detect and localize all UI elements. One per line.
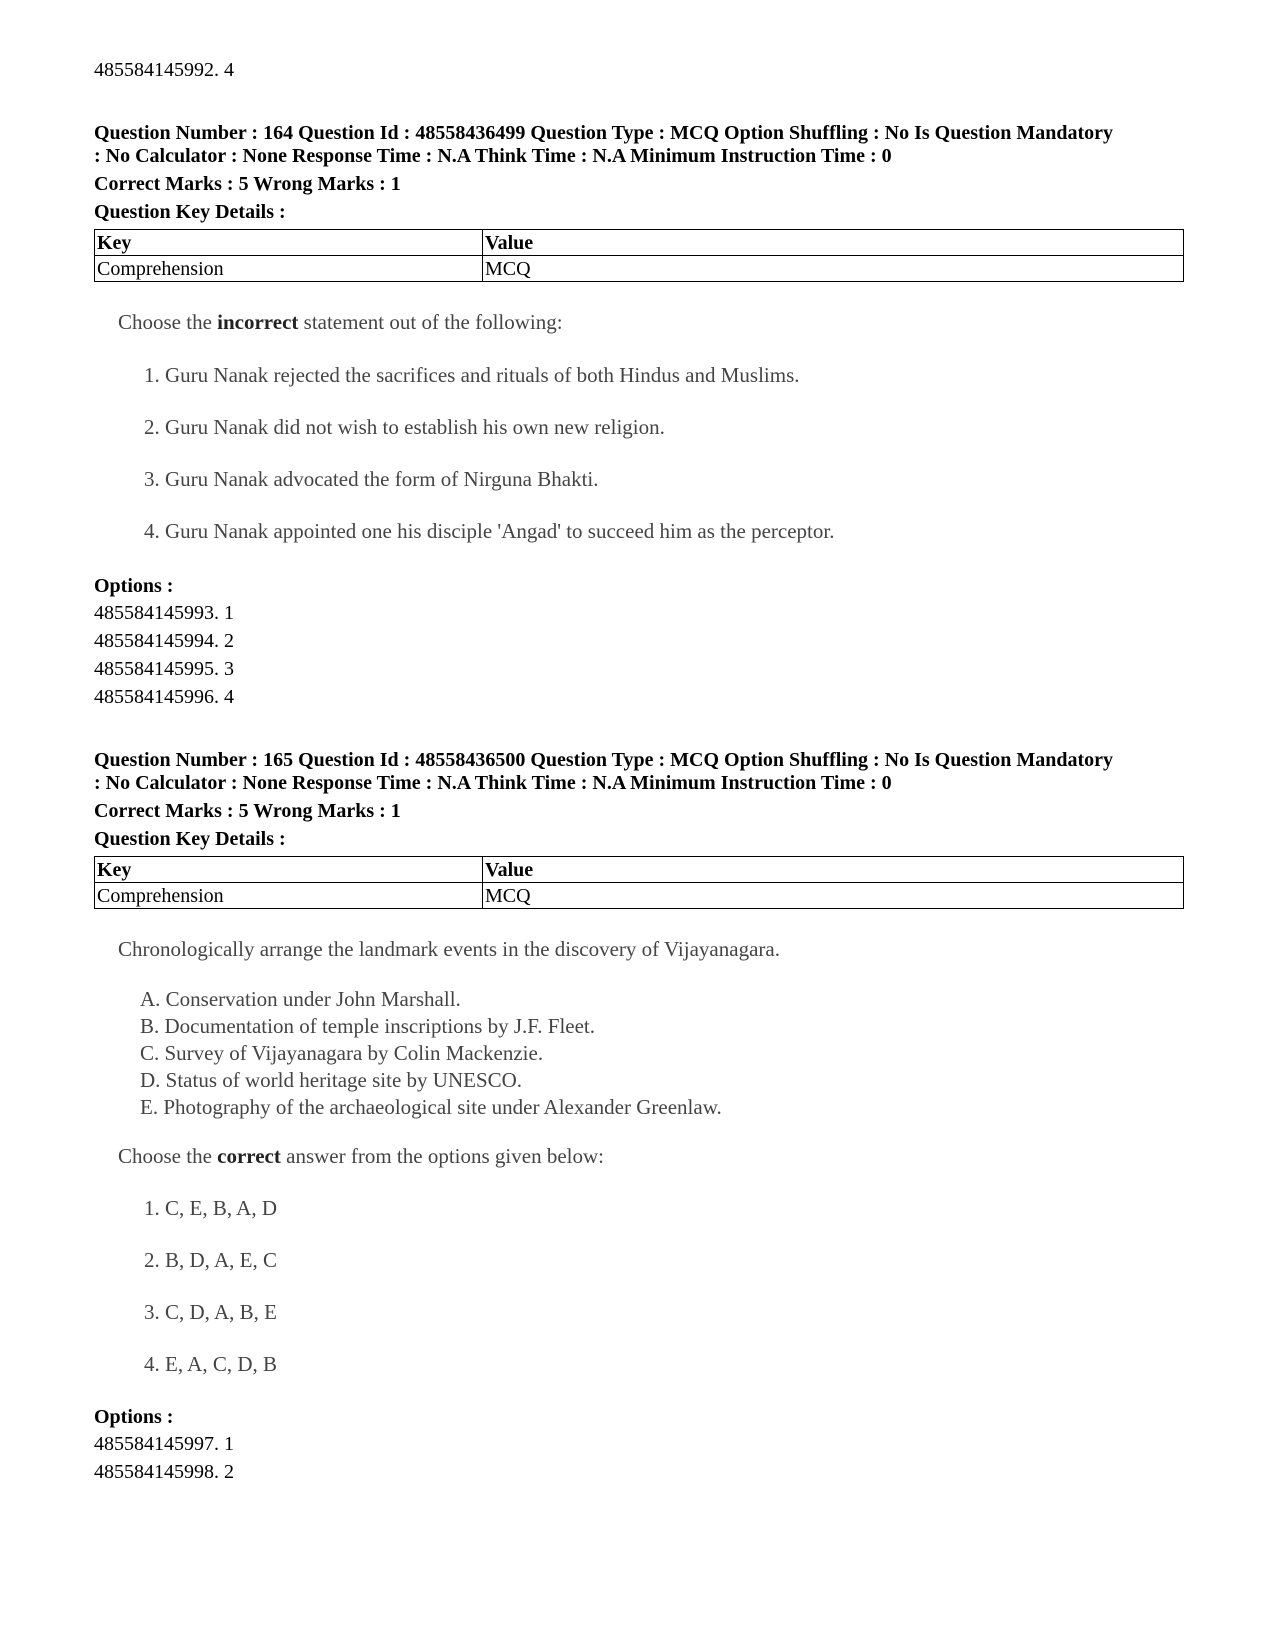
question-meta-line2: : No Calculator : None Response Time : N.A Think Time : N.A Minimum Instruction Time : 0	[94, 145, 892, 167]
question-meta-line1: Question Number : 165 Question Id : 48558436500 Question Type : MCQ Option Shuffling : No Is Question Mandatory	[94, 749, 1113, 771]
options-label: Options :	[94, 575, 174, 597]
answer-choice: 4. E, A, C, D, B	[144, 1352, 278, 1376]
answer-choice: 2. B, D, A, E, C	[144, 1248, 278, 1272]
table-header-cell: Value	[483, 857, 1184, 883]
statement-item: 4. Guru Nanak appointed one his disciple 'Angad' to succeed him as the perceptor.	[144, 519, 835, 543]
table-cell: MCQ	[483, 883, 1184, 909]
key-value-table	[94, 229, 1184, 282]
options-label: Options :	[94, 1406, 174, 1428]
table-header-row	[95, 230, 1184, 256]
option-line: 485584145998. 2	[94, 1461, 234, 1483]
option-line: 485584145994. 2	[94, 630, 234, 652]
key-details-label: Question Key Details :	[94, 201, 286, 223]
table-row	[95, 256, 1184, 282]
answer-choice: 3. C, D, A, B, E	[144, 1300, 278, 1324]
option-line: 485584145997. 1	[94, 1433, 234, 1455]
table-header-row	[95, 857, 1184, 883]
table-row	[95, 883, 1184, 909]
marks-line: Correct Marks : 5 Wrong Marks : 1	[94, 800, 401, 822]
question-meta-line1: Question Number : 164 Question Id : 48558436499 Question Type : MCQ Option Shuffling : No Is Question Mandatory	[94, 122, 1113, 144]
event-item: D. Status of world heritage site by UNESCO.	[140, 1068, 523, 1092]
statement-item: 1. Guru Nanak rejected the sacrifices and rituals of both Hindus and Muslims.	[144, 363, 800, 387]
event-item: B. Documentation of temple inscriptions by J.F. Fleet.	[140, 1014, 596, 1038]
option-line: 485584145996. 4	[94, 686, 234, 708]
event-item: C. Survey of Vijayanagara by Colin Mackenzie.	[140, 1041, 544, 1065]
key-value-table	[94, 856, 1184, 909]
marks-line: Correct Marks : 5 Wrong Marks : 1	[94, 173, 401, 195]
question-meta-line2: : No Calculator : None Response Time : N.A Think Time : N.A Minimum Instruction Time : 0	[94, 772, 892, 794]
table-cell: MCQ	[483, 256, 1184, 282]
table-header-cell: Value	[483, 230, 1184, 256]
table-header-cell: Key	[95, 230, 483, 256]
statement-item: 2. Guru Nanak did not wish to establish his own new religion.	[144, 415, 665, 439]
key-details-label: Question Key Details :	[94, 828, 286, 850]
question-prompt: Chronologically arrange the landmark events in the discovery of Vijayanagara.	[118, 937, 780, 961]
question-image	[94, 310, 1094, 550]
option-line: 485584145992. 4	[94, 59, 234, 81]
answer-choice: 1. C, E, B, A, D	[144, 1196, 278, 1220]
question-prompt: Choose the incorrect statement out of the following:	[118, 310, 563, 334]
question-image	[94, 937, 1094, 1377]
choose-instruction: Choose the correct answer from the options given below:	[118, 1144, 604, 1168]
table-header-cell: Key	[95, 857, 483, 883]
event-item: E. Photography of the archaeological site under Alexander Greenlaw.	[140, 1095, 722, 1119]
table-cell: Comprehension	[95, 256, 483, 282]
option-line: 485584145993. 1	[94, 602, 234, 624]
statement-item: 3. Guru Nanak advocated the form of Nirguna Bhakti.	[144, 467, 599, 491]
option-line: 485584145995. 3	[94, 658, 234, 680]
table-cell: Comprehension	[95, 883, 483, 909]
event-item: A. Conservation under John Marshall.	[140, 987, 461, 1011]
